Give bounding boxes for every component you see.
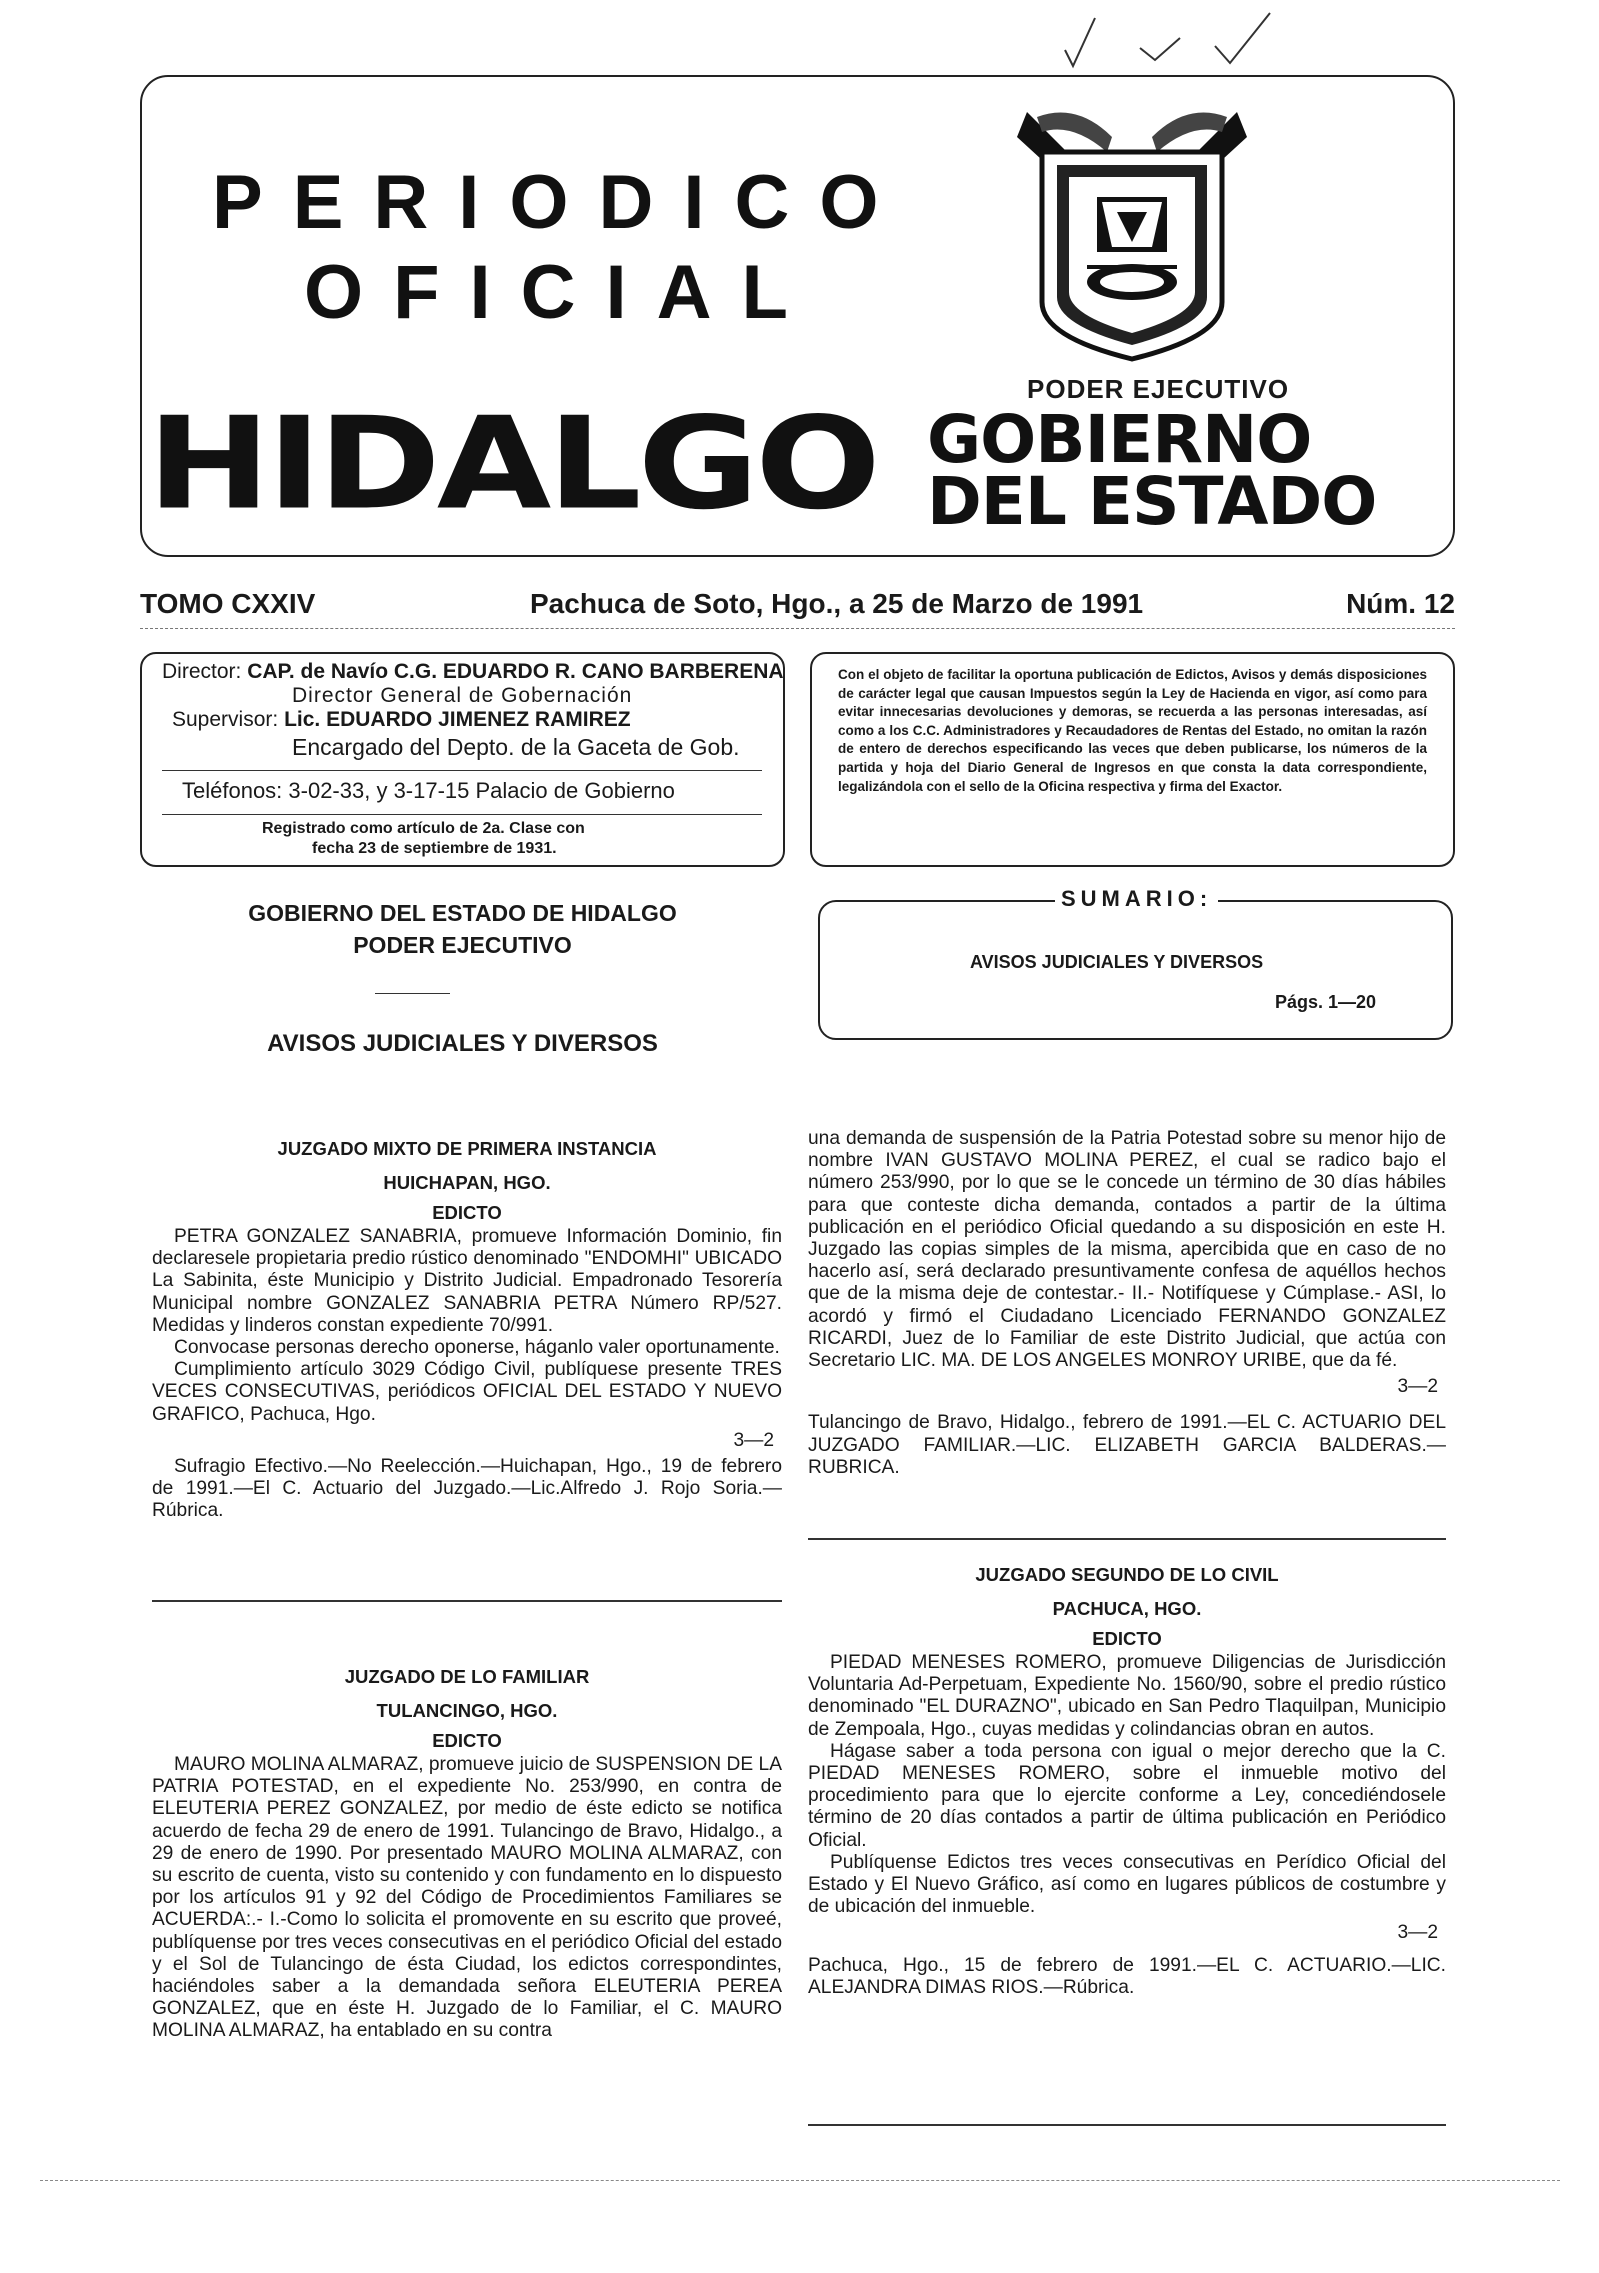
edicto3-paragraph: Hágase saber a toda persona con igual o mejor derecho que la C. PIEDAD MENESES ROMERO, sobre el inmueble motivo del procedimiento para que lo ejercite conforme a Ley, concediéndosele término de 20 días contados a partir de última publicación en Periódico Oficial.	[808, 1740, 1446, 1851]
short-divider	[375, 993, 450, 994]
sumario-box	[818, 886, 1453, 1040]
edicto2-paragraph-continued: una demanda de suspensión de la Patria Potestad sobre su menor hijo de nombre IVAN GUSTAVO MOLINA PEREZ, el cual se radico bajo el número 253/990, por lo que se le concede un término de 30 días hábiles para que conteste dicha demanda, contados a partir de la última publicación en el periódico Oficial quedando a su disposición en este H. Juzgado las copias simples de la misma, apercibida que en caso de no hacerlo así, será declarado presuntivamente confesa de aquéllos hechos que de la misma deje de contestar.- II.- Notifíquese y Cúmplase.- ASI, lo acordó y firmó el Ciudadano Licenciado FERNANDO GONZALEZ RICARDI, Juez de lo Familiar de este Distrito Judicial, que actúa con Secretario LIC. MA. DE LOS ANGELES MONROY URIBE, que da fé.	[808, 1128, 1446, 1372]
section-heading: AVISOS JUDICIALES Y DIVERSOS	[267, 1030, 658, 1057]
edicto1-label: EDICTO	[432, 1202, 502, 1223]
edicto2-place: TULANCINGO, HGO.	[376, 1700, 558, 1721]
divider	[140, 628, 1455, 629]
left-column-lower	[152, 1660, 782, 2043]
staff-box	[140, 652, 785, 867]
director-line	[162, 660, 784, 684]
registro-line-2: fecha 23 de septiembre de 1931.	[312, 840, 557, 857]
edicto2-number: 3—2	[1397, 1376, 1438, 1398]
edicto3-place: PACHUCA, HGO.	[1052, 1598, 1202, 1619]
issue-info-row	[140, 588, 1455, 628]
sumario-item: AVISOS JUDICIALES Y DIVERSOS	[970, 952, 1264, 972]
edicto1-number: 3—2	[733, 1429, 774, 1451]
tomo-label: TOMO CXXIV	[140, 588, 316, 619]
registro-line-1: Registrado como artículo de 2a. Clase con	[262, 820, 585, 837]
divider	[152, 1600, 782, 1602]
place-date: Pachuca de Soto, Hgo., a 25 de Marzo de 1991	[530, 588, 1144, 619]
divider	[162, 814, 762, 815]
edicto3-paragraph: Publíquense Edictos tres veces consecutivas en Perídico Oficial del Estado y El Nuevo Gráfico, así como en lugares públicos de costumbre y de ubicación del inmueble.	[808, 1851, 1446, 1918]
government-heading: GOBIERNO DEL ESTADO DE HIDALGO	[248, 900, 677, 926]
edicto2-paragraph: MAURO MOLINA ALMARAZ, promueve juicio de SUSPENSION DE LA PATRIA POTESTAD, en el expediente No. 253/990, en contra de ELEUTERIA PEREZ GONZALEZ, por medio de éste edicto se notifica acuerdo de fecha 29 de enero de 1991. Tulancingo de Bravo, Hidalgo., a 29 de enero de 1990. Por presentado MAURO MOLINA ALMARAZ, con su escrito de cuenta, visto su contenido y con fundamento en lo dispuesto por los artículos 91 y 92 del Código de Procedimientos Familiares se ACUERDA:.- I.-Como lo solicita el promovente en su escrito que proveé, publíquense por tres veces consecutivas en el periódico Oficial del estado y el Sol de Tulancingo de ésta Ciudad, los edictos correspondintes, haciéndoles saber a la demandada señora ELEUTERIA PEREA GONZALEZ, que en éste H. Juzgado de lo Familiar, el C. MAURO MOLINA ALMARAZ, ha entablado en su contra	[152, 1754, 782, 2042]
edicto3-number: 3—2	[1397, 1922, 1438, 1944]
del-estado-line: DEL ESTADO	[927, 463, 1377, 540]
left-column	[152, 1132, 782, 1523]
edicto3-label: EDICTO	[1092, 1628, 1162, 1649]
edicto2-court: JUZGADO DE LO FAMILIAR	[344, 1666, 590, 1687]
edicto3-signature: Pachuca, Hgo., 15 de febrero de 1991.—EL C. ACTUARIO.—LIC. ALEJANDRA DIMAS RIOS.—Rúbrica.	[808, 1954, 1446, 1998]
edicto1-court: JUZGADO MIXTO DE PRIMERA INSTANCIA	[277, 1138, 657, 1159]
handwritten-check-marks	[1055, 8, 1315, 78]
edicto2-label: EDICTO	[432, 1730, 502, 1751]
divider	[808, 2124, 1446, 2126]
edicto3-court: JUZGADO SEGUNDO DE LO CIVIL	[975, 1564, 1279, 1585]
divider	[162, 770, 762, 771]
supervisor-name: Lic. EDUARDO JIMENEZ RAMIREZ	[284, 708, 631, 731]
title-hidalgo: HIDALGO	[147, 389, 877, 538]
sumario-pages: Págs. 1—20	[1275, 992, 1377, 1012]
phones: Teléfonos: 3-02-33, y 3-17-15 Palacio de Gobierno	[182, 778, 675, 803]
supervisor-role: Encargado del Depto. de la Gaceta de Gob.	[292, 734, 740, 760]
poder-ejecutivo-subheading: PODER EJECUTIVO	[353, 932, 572, 958]
gobierno-line: GOBIERNO	[927, 401, 1312, 478]
director-label: Director:	[162, 660, 242, 683]
edicto1-paragraph: PETRA GONZALEZ SANABRIA, promueve Información Dominio, fin declaresele propietaria predio rústico denominado "ENDOMHI" UBICADO La Sabinita, éste Municipio y Distrito Judicial. Empadronado Tesorería Municipal nombre GONZALEZ SANABRIA PETRA Número RP/527. Medidas y linderos constan expediente 70/991.	[152, 1226, 782, 1336]
state-coat-of-arms	[1007, 97, 1257, 367]
director-name: CAP. de Navío C.G. EDUARDO R. CANO BARBERENA	[247, 660, 784, 683]
poder-ejecutivo-heading: PODER EJECUTIVO	[1027, 374, 1290, 404]
page-edge-line	[40, 2180, 1560, 2181]
issue-number: Núm. 12	[1346, 588, 1455, 619]
right-column-lower	[808, 1558, 1446, 1999]
right-column	[808, 1128, 1446, 1479]
title-periodico: PERIODICO	[212, 160, 909, 245]
edicto3-paragraph: PIEDAD MENESES ROMERO, promueve Diligencias de Jurisdicción Voluntaria Ad-Perpetuam, Expediente No. 1560/90, sobre el predio rústico denominado "EL DURAZNO", ubicado en San Pedro Tlaquilpan, Municipio de Zempoala, Hgo., cuyas medidas y colindancias obran en autos.	[808, 1652, 1446, 1740]
director-role: Director General de Gobernación	[292, 684, 633, 707]
notice-box	[810, 652, 1455, 867]
edicto1-paragraph: Convocase personas derecho oponerse, háganlo valer oportunamente.	[174, 1337, 780, 1359]
edicto1-paragraph: Cumplimiento artículo 3029 Código Civil, publíquese presente TRES VECES CONSECUTIVAS, periódicos OFICIAL DEL ESTADO Y NUEVO GRAFICO, Pachuca, Hgo.	[152, 1359, 782, 1425]
sumario-title: SUMARIO:	[1055, 886, 1218, 912]
notice-text: Con el objeto de facilitar la oportuna publicación de Edictos, Avisos y demás disposiciones de carácter legal que causan Impuestos según la Ley de Hacienda en vigor, así como para evitar innecesarias devoluciones y demoras, se recuerda a las personas interesadas, así como a los C.C. Administradores y Recaudadores de Rentas del Estado, no omitan la razón de entero de derechos especificando las veces que deben publicarse, los números de la partida y hoja del Diario General de Ingresos en que consta la data correspondiente, legalizándola con el sello de la Oficina respectiva y firma del Exactor.	[838, 667, 1427, 794]
supervisor-label: Supervisor:	[172, 708, 279, 731]
title-oficial: OFICIAL	[304, 250, 818, 335]
divider	[808, 1538, 1446, 1540]
edicto1-place: HUICHAPAN, HGO.	[383, 1172, 551, 1193]
edicto1-signature: Sufragio Efectivo.—No Reelección.—Huichapan, Hgo., 19 de febrero de 1991.—El C. Actuario del Juzgado.—Lic.Alfredo J. Rojo Soria.—Rúbrica.	[152, 1456, 782, 1522]
supervisor-line	[172, 708, 631, 732]
masthead-frame	[140, 75, 1455, 557]
edicto2-signature: Tulancingo de Bravo, Hidalgo., febrero de 1991.—EL C. ACTUARIO DEL JUZGADO FAMILIAR.—LIC. ELIZABETH GARCIA BALDERAS.—RUBRICA.	[808, 1412, 1446, 1478]
